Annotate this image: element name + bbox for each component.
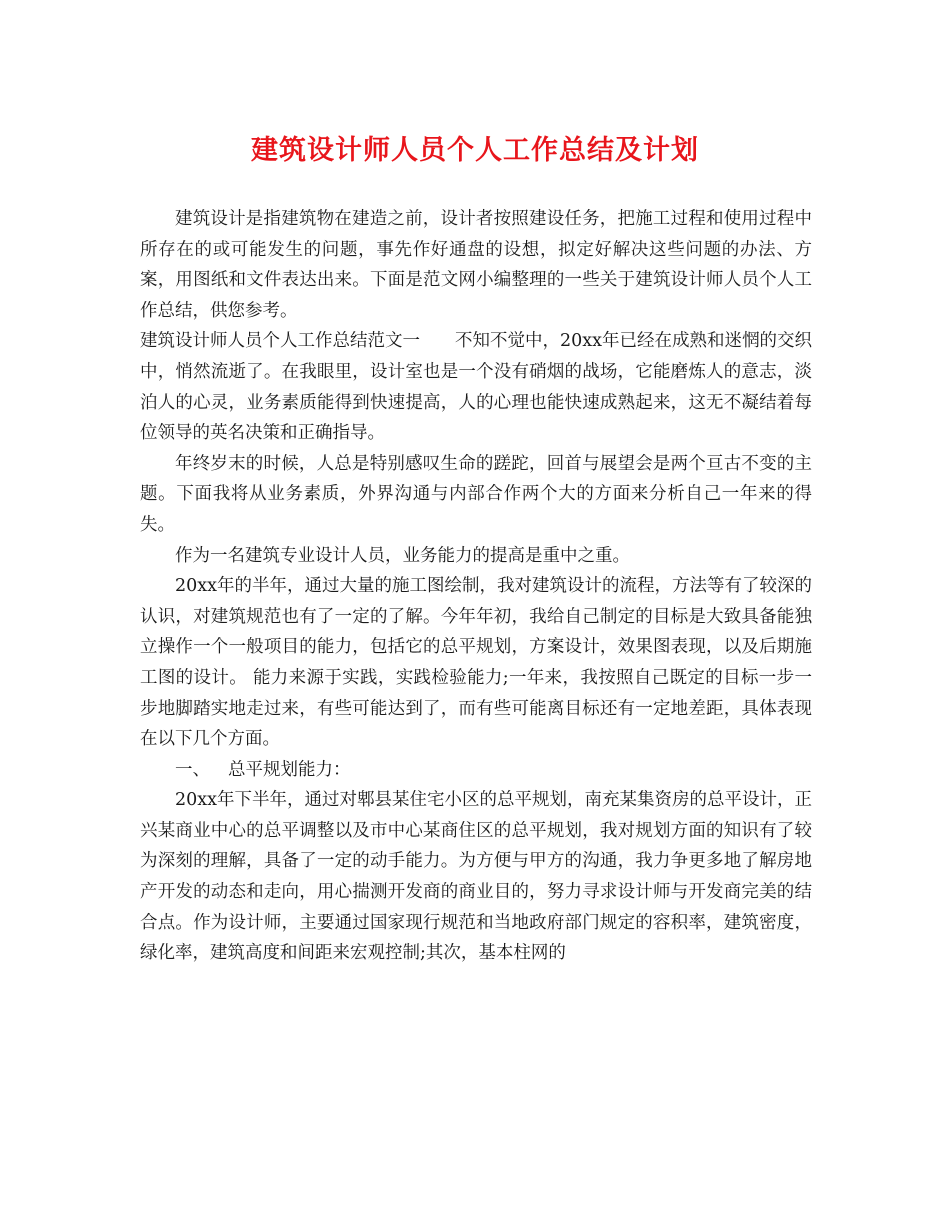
paragraph-intro: 建筑设计是指建筑物在建造之前，设计者按照建设任务，把施工过程和使用过程中所存在的或可能发生的问题，事先作好通盘的设想，拟定好解决这些问题的办法、方案，用图纸和文件表达出来。下面是范文网小编整理的一些关于建筑设计师人员个人工作总结，供您参考。 xyxy=(140,209,812,321)
section-number: 一、 xyxy=(175,759,210,780)
paragraph-first-half: 20xx年的半年，通过大量的施工图绘制，我对建筑设计的流程，方法等有了较深的认识，对建筑规范也有了一定的了解。今年年初，我给自己制定的目标是大致具备能独立操作一个一般项目的能力，包括它的总平规划，方案设计，效果图表现，以及后期施工图的设计。 能力来源于实践，实践检验能力;一年来，我按照自己既定的目标一步一步地脚踏实地走过来，有些可能达到了，而有些可能离目标还有一定地差距，具体表现在以下几个方面。 xyxy=(140,576,813,750)
paragraph-year-end: 年终岁末的时候，人总是特别感叹生命的蹉跎，回首与展望会是两个亘古不变的主题。下面我将从业务素质，外界沟通与内部合作两个大的方面来分析自己一年来的得失。 xyxy=(140,453,812,535)
paragraph-priority: 作为一名建筑专业设计人员，业务能力的提高是重中之重。 xyxy=(175,545,630,566)
document-body xyxy=(140,204,812,969)
paragraph-sample-one: 建筑设计师人员个人工作总结范文一 不知不觉中，20xx年已经在成熟和迷惘的交织中，悄然流逝了。在我眼里，设计室也是一个没有硝烟的战场，它能磨炼人的意志，淡泊人的心灵，业务素质能得到快速提高，人的心理也能快速成熟起来，这无不凝结着每位领导的英名决策和正确指导。 xyxy=(140,331,813,444)
section-heading-text: 总平规划能力： xyxy=(228,759,351,780)
section-heading xyxy=(140,755,812,786)
paragraph-master-plan: 20xx年下半年，通过对郫县某住宅小区的总平规划，南充某集资房的总平设计，正兴某商业中心的总平调整以及市中心某商住区的总平规划，我对规划方面的知识有了较为深刻的理解，具备了一定的动手能力。为方便与甲方的沟通，我力争更多地了解房地产开发的动态和走向，用心揣测开发商的商业目的，努力寻求设计师与开发商完美的结合点。作为设计师，主要通过国家现行规范和当地政府部门规定的容积率，建筑密度，绿化率，建筑高度和间距来宏观控制;其次，基本柱网的 xyxy=(140,790,813,964)
document-title: 建筑设计师人员个人工作总结及计划 xyxy=(251,135,699,166)
